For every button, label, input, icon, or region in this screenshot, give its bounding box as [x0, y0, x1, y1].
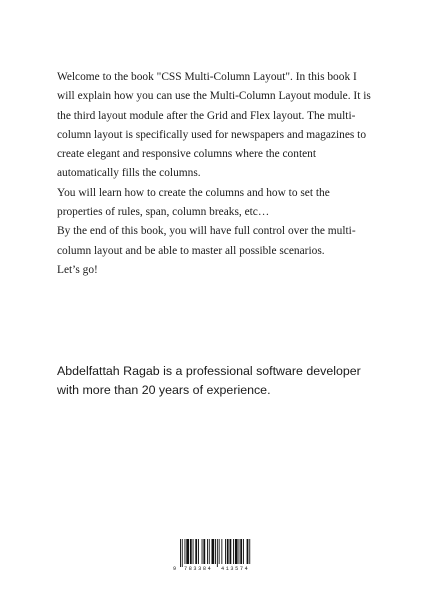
barcode-bar	[209, 539, 210, 564]
author-bio: Abdelfattah Ragab is a professional software developer with more than 20 years of experience.	[57, 364, 361, 397]
barcode-digits	[171, 565, 256, 574]
barcode-bar	[180, 539, 181, 567]
barcode-bar	[190, 539, 192, 564]
barcode-bar	[198, 539, 199, 564]
barcode-bar	[240, 539, 242, 564]
barcode-bar	[202, 539, 203, 564]
barcode-bar	[185, 539, 186, 564]
barcode-lead-digit: 9	[173, 566, 177, 572]
back-cover-blurb	[57, 68, 375, 280]
barcode-bar	[230, 539, 232, 564]
barcode-bar	[215, 539, 216, 564]
barcode-bar	[212, 539, 215, 564]
barcode-bar	[186, 539, 189, 564]
barcode-bar	[247, 539, 249, 564]
barcode-bar	[239, 539, 240, 564]
barcode-bar	[207, 539, 208, 564]
blurb-paragraph-learn: You will learn how to create the columns and how to set the properties of rules, span, column breaks, etc…	[57, 186, 330, 219]
barcode-bar	[227, 539, 229, 564]
isbn-barcode	[171, 537, 256, 574]
barcode-bars	[171, 537, 256, 567]
barcode-bar	[221, 539, 222, 564]
blurb-paragraph-outcome: By the end of this book, you will have full control over the multi-column layout and be able to master all possible scenarios.	[57, 225, 356, 257]
barcode-bar	[203, 539, 205, 564]
barcode-bar	[182, 539, 183, 567]
barcode-bar	[243, 539, 244, 564]
barcode-bar	[217, 539, 218, 567]
barcode-bar	[235, 539, 238, 564]
barcode-bar	[225, 539, 226, 564]
barcode-bar	[195, 539, 197, 564]
barcode-bar	[219, 539, 220, 564]
barcode-right-group: 413574	[221, 566, 250, 572]
blurb-paragraph-intro: Welcome to the book "CSS Multi-Column Layout". In this book I will explain how you can use the Multi-Column Layout module. It is the third layout module after the Grid and Flex layout. The multi-column layout is specifically used for newspapers and magazines to create elegant and responsive columns where the content automatically fills the columns.	[57, 71, 371, 180]
barcode-bar	[233, 539, 234, 564]
barcode-bar	[193, 539, 194, 564]
blurb-paragraph-closing: Let’s go!	[57, 263, 98, 276]
barcode-left-group: 783384	[184, 566, 213, 572]
barcode-bar	[249, 539, 250, 564]
